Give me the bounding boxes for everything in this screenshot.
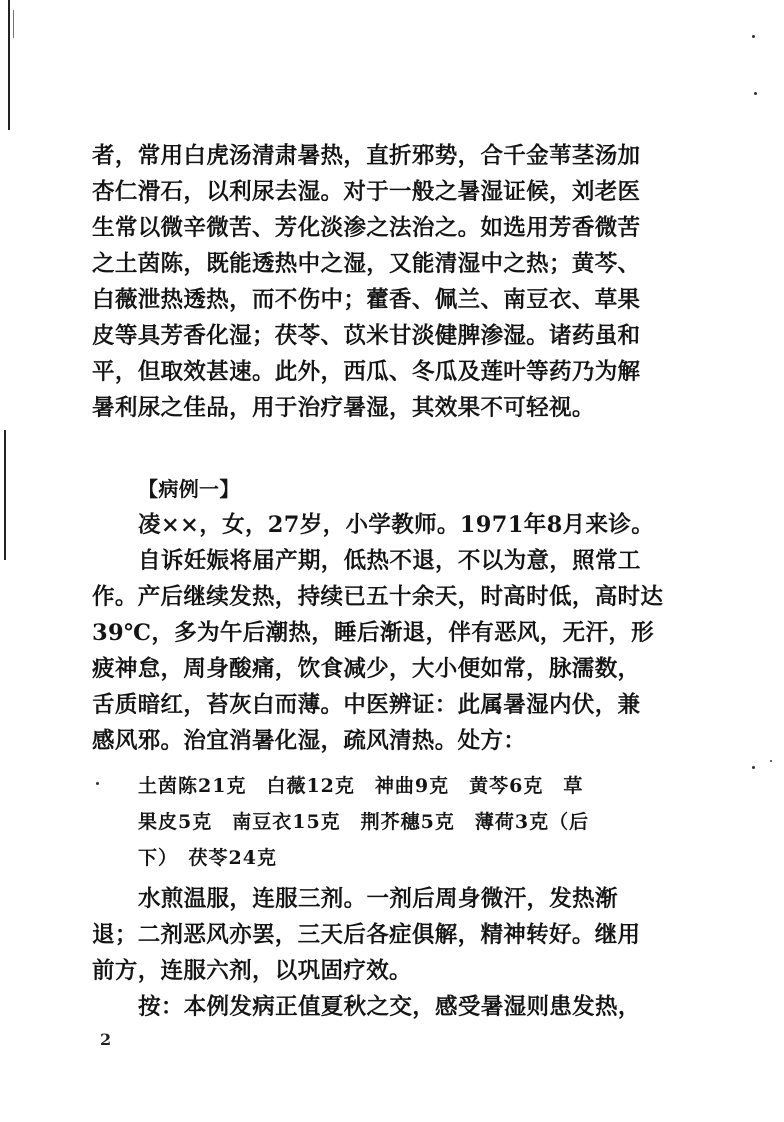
text-line: 杏仁滑石，以利尿去湿。对于一般之暑湿证候，刘老医: [92, 179, 641, 205]
prescription-line: 下） 茯苓24克: [138, 847, 277, 869]
scan-edge-line: [13, 10, 14, 38]
text-line: 之土茵陈，既能透热中之湿，又能清湿中之热；黄芩、: [92, 251, 641, 277]
text-line: 者，常用白虎汤清肃暑热，直折邪势，合千金苇茎汤加: [92, 143, 641, 169]
text-line: 皮等具芳香化湿；茯苓、苡米甘淡健脾渗湿。诸药虽和: [92, 323, 641, 349]
text-line: 疲神怠，周身酸痛，饮食减少，大小便如常，脉濡数，: [92, 656, 641, 682]
case-heading: 【病例一】: [138, 477, 240, 501]
text-line: 39℃，多为午后潮热，睡后渐退，伴有恶风，无汗，形: [92, 620, 655, 646]
text-line: 作。产后继续发热，持续已五十余天，时高时低，高时达: [92, 584, 664, 610]
scan-speck: [752, 766, 755, 769]
page-number: 2: [100, 1030, 112, 1049]
text-line: 自诉妊娠将届产期，低热不退，不以为意，照常工: [138, 548, 641, 574]
scan-speck: [770, 760, 772, 762]
prescription-line: 果皮5克 南豆衣15克 荆芥穗5克 薄荷3克（后: [138, 811, 590, 833]
text-line: 白薇泄热透热，而不伤中；藿香、佩兰、南豆衣、草果: [92, 287, 641, 313]
text-line: 平，但取效甚速。此外，西瓜、冬瓜及莲叶等药乃为解: [92, 359, 641, 385]
text-line: 按：本例发病正值夏秋之交，感受暑湿则患发热，: [138, 994, 641, 1020]
text-line: 前方，连服六剂，以巩固疗效。: [92, 958, 412, 984]
text-line: 感风邪。治宜消暑化湿，疏风清热。处方：: [92, 728, 527, 754]
text-line: 退；二剂恶风亦罢，三天后各症俱解，精神转好。继用: [92, 922, 641, 948]
scan-edge-line: [8, 0, 10, 130]
text-line: 水煎温服，连服三剂。一剂后周身微汗，发热渐: [138, 886, 618, 912]
prescription-line: 土茵陈21克 白薇12克 神曲9克 黄芩6克 草: [138, 775, 584, 797]
text-line: 舌质暗红，苔灰白而薄。中医辨证：此属暑湿内伏，兼: [92, 692, 641, 718]
text-line: 生常以微辛微苦、芳化淡渗之法治之。如选用芳香微苦: [92, 215, 641, 241]
text-line: 凌××，女，27岁，小学教师。1971年8月来诊。: [138, 512, 655, 538]
scan-speck: [96, 782, 99, 785]
scan-speck: [752, 35, 755, 38]
scan-speck: [754, 92, 757, 95]
text-line: 暑利尿之佳品，用于治疗暑湿，其效果不可轻视。: [92, 395, 595, 421]
scan-edge-line: [4, 430, 6, 560]
